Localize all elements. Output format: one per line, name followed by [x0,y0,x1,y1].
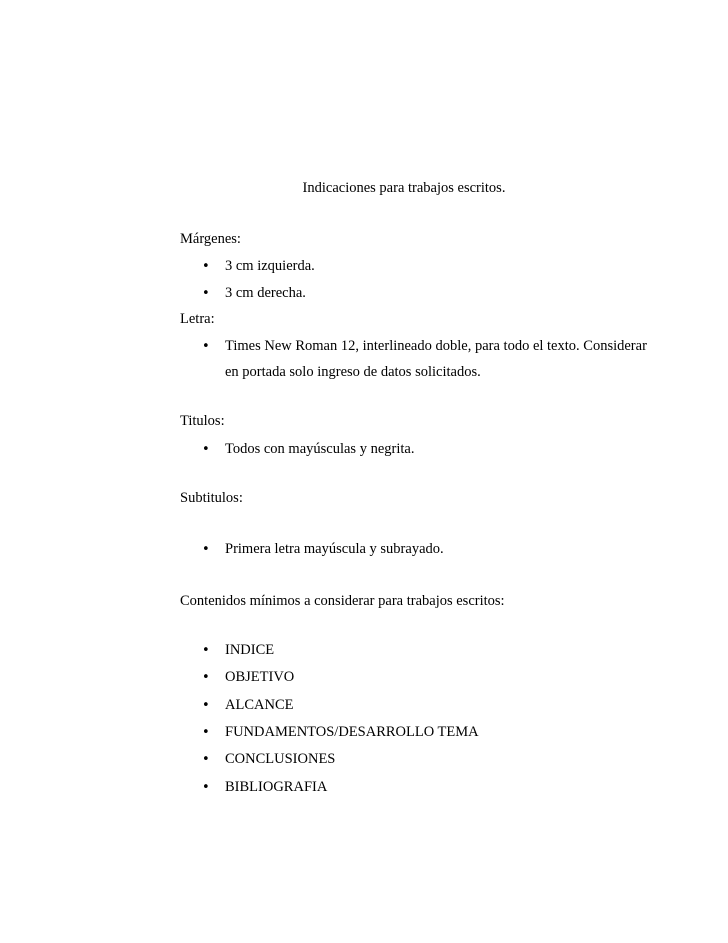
bullet-icon [202,697,214,714]
bullet-icon [202,751,214,768]
list-item: ALCANCE [225,697,294,713]
list-item: BIBLIOGRAFIA [225,779,328,795]
list-item: INDICE [225,642,275,658]
letra-heading: Letra: [180,311,215,327]
list-item: 3 cm derecha. [225,285,306,301]
bullet-icon [202,779,214,796]
bullet-icon [202,642,214,659]
bullet-icon [202,541,214,558]
list-item: FUNDAMENTOS/DESARROLLO TEMA [225,724,479,740]
margenes-heading: Márgenes: [180,231,241,247]
contenidos-heading: Contenidos mínimos a considerar para trabajos escritos: [180,593,505,609]
document-title: Indicaciones para trabajos escritos. [302,180,506,196]
list-item: 3 cm izquierda. [225,258,315,274]
list-item-continuation: en portada solo ingreso de datos solicitados. [225,364,481,380]
list-item: Todos con mayúsculas y negrita. [225,441,415,457]
bullet-icon [202,258,214,275]
list-item: Primera letra mayúscula y subrayado. [225,541,444,557]
bullet-icon [202,669,214,686]
bullet-icon [202,338,214,355]
subtitulos-heading: Subtitulos: [180,490,243,506]
bullet-icon [202,724,214,741]
titulos-heading: Titulos: [180,413,225,429]
list-item: Times New Roman 12, interlineado doble, para todo el texto. Considerar [225,338,647,354]
list-item: OBJETIVO [225,669,295,685]
bullet-icon [202,285,214,302]
list-item: CONCLUSIONES [225,751,336,767]
bullet-icon [202,441,214,458]
